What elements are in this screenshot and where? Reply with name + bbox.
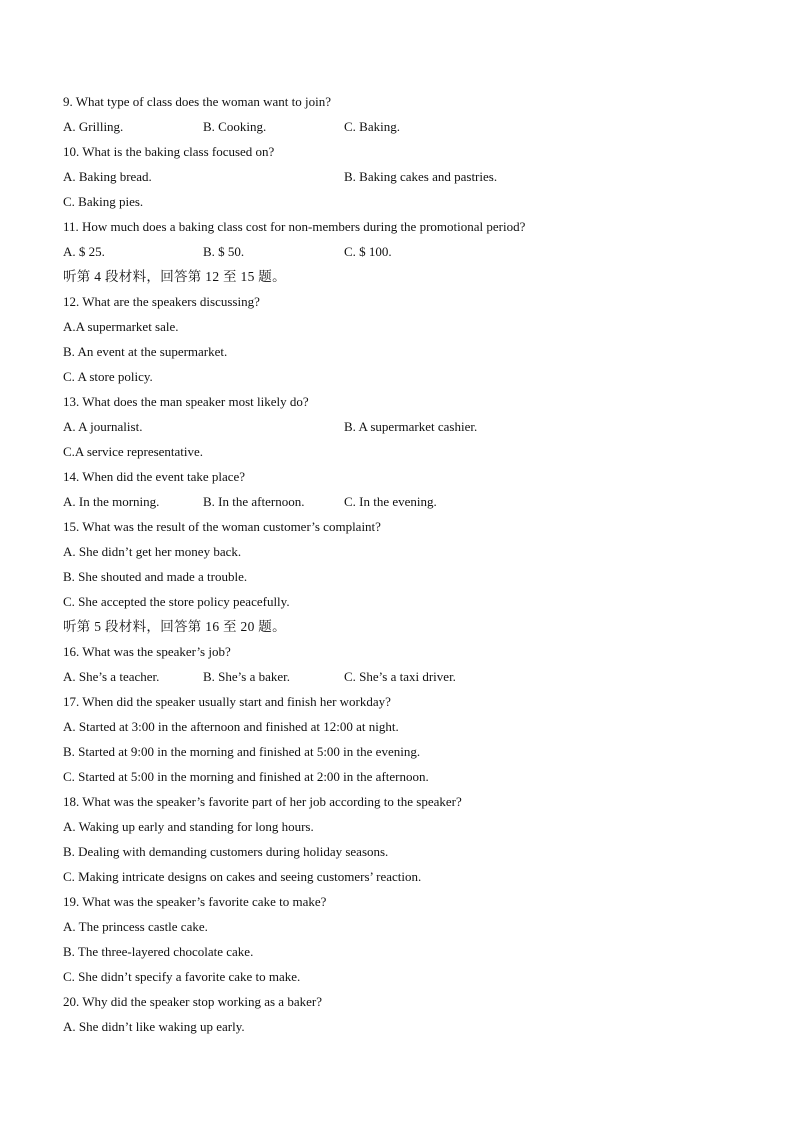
question-15: 15. What was the result of the woman customer’s complaint? bbox=[63, 519, 381, 534]
question-19: 19. What was the speaker’s favorite cake to make? bbox=[63, 894, 327, 909]
option-9a: A. Grilling. bbox=[63, 119, 124, 134]
option-10c: C. Baking pies. bbox=[63, 194, 144, 209]
option-15c: C. She accepted the store policy peacefully. bbox=[63, 594, 290, 609]
question-18: 18. What was the speaker’s favorite part of her job according to the speaker? bbox=[63, 794, 462, 809]
option-10a: A. Baking bread. bbox=[63, 169, 152, 184]
options-row-9 bbox=[63, 114, 743, 139]
option-16a: A. She’s a teacher. bbox=[63, 669, 160, 684]
option-10b: B. Baking cakes and pastries. bbox=[344, 169, 498, 184]
question-10: 10. What is the baking class focused on? bbox=[63, 144, 275, 159]
options-row-10 bbox=[63, 164, 743, 189]
section-heading-5: 听第 5 段材料，回答第 16 至 20 题。 bbox=[63, 619, 286, 634]
option-16b: B. She’s a baker. bbox=[203, 669, 291, 684]
option-18b: B. Dealing with demanding customers during holiday seasons. bbox=[63, 844, 389, 859]
option-11c: C. $ 100. bbox=[344, 244, 392, 259]
option-18a: A. Waking up early and standing for long hours. bbox=[63, 819, 314, 834]
option-13c: C.A service representative. bbox=[63, 444, 204, 459]
option-17a: A. Started at 3:00 in the afternoon and finished at 12:00 at night. bbox=[63, 719, 399, 734]
section-heading-4: 听第 4 段材料，回答第 12 至 15 题。 bbox=[63, 269, 286, 284]
option-9b: B. Cooking. bbox=[203, 119, 267, 134]
option-17b: B. Started at 9:00 in the morning and finished at 5:00 in the evening. bbox=[63, 744, 421, 759]
option-9c: C. Baking. bbox=[344, 119, 400, 134]
option-15b: B. She shouted and made a trouble. bbox=[63, 569, 248, 584]
option-14a: A. In the morning. bbox=[63, 494, 160, 509]
question-14: 14. When did the event take place? bbox=[63, 469, 246, 484]
options-row-11 bbox=[63, 239, 743, 264]
option-11a: A. $ 25. bbox=[63, 244, 105, 259]
options-row-13 bbox=[63, 414, 743, 439]
question-17: 17. When did the speaker usually start and finish her workday? bbox=[63, 694, 391, 709]
option-12c: C. A store policy. bbox=[63, 369, 153, 384]
option-19b: B. The three-layered chocolate cake. bbox=[63, 944, 254, 959]
option-19a: A. The princess castle cake. bbox=[63, 919, 208, 934]
question-list bbox=[63, 89, 743, 1039]
option-19c: C. She didn’t specify a favorite cake to make. bbox=[63, 969, 301, 984]
option-12a: A.A supermarket sale. bbox=[63, 319, 179, 334]
option-20a: A. She didn’t like waking up early. bbox=[63, 1019, 245, 1034]
option-17c: C. Started at 5:00 in the morning and finished at 2:00 in the afternoon. bbox=[63, 769, 429, 784]
option-13a: A. A journalist. bbox=[63, 419, 143, 434]
question-13: 13. What does the man speaker most likely do? bbox=[63, 394, 309, 409]
option-11b: B. $ 50. bbox=[203, 244, 245, 259]
option-14c: C. In the evening. bbox=[344, 494, 437, 509]
options-row-16 bbox=[63, 664, 743, 689]
question-12: 12. What are the speakers discussing? bbox=[63, 294, 260, 309]
option-15a: A. She didn’t get her money back. bbox=[63, 544, 242, 559]
options-row-14 bbox=[63, 489, 743, 514]
question-16: 16. What was the speaker’s job? bbox=[63, 644, 231, 659]
option-18c: C. Making intricate designs on cakes and seeing customers’ reaction. bbox=[63, 869, 422, 884]
question-9: 9. What type of class does the woman want to join? bbox=[63, 94, 332, 109]
option-14b: B. In the afternoon. bbox=[203, 494, 305, 509]
option-13b: B. A supermarket cashier. bbox=[344, 419, 478, 434]
question-11: 11. How much does a baking class cost for non-members during the promotional period? bbox=[63, 219, 526, 234]
option-16c: C. She’s a taxi driver. bbox=[344, 669, 456, 684]
option-12b: B. An event at the supermarket. bbox=[63, 344, 228, 359]
question-20: 20. Why did the speaker stop working as a baker? bbox=[63, 994, 322, 1009]
